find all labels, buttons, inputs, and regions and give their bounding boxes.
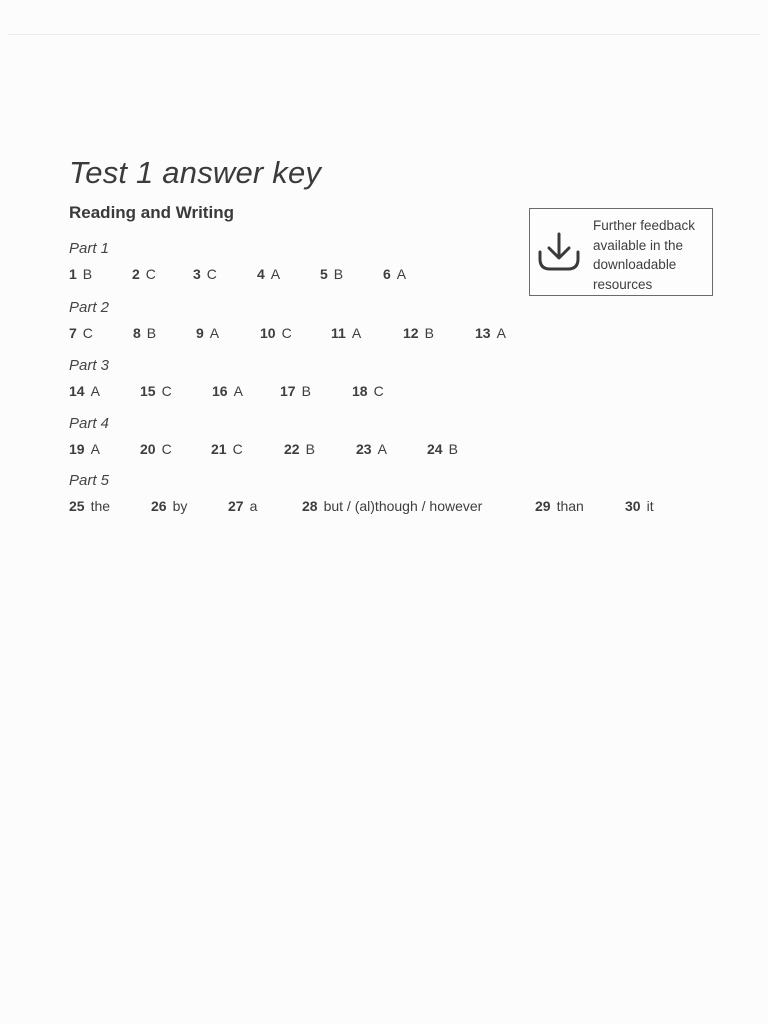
answer-row-part-5	[69, 498, 689, 516]
download-icon	[536, 229, 582, 275]
answer-value: by	[172, 498, 188, 514]
answer-value: C	[161, 383, 172, 399]
answer-number: 15	[140, 383, 156, 399]
answer-item	[280, 383, 311, 399]
part-label-2: Part 2	[69, 299, 110, 316]
answer-value: C	[281, 325, 292, 341]
answer-item	[383, 266, 406, 282]
answer-number: 9	[196, 325, 204, 341]
answer-item	[260, 325, 292, 341]
answer-item	[403, 325, 434, 341]
answer-number: 7	[69, 325, 77, 341]
answer-item	[69, 325, 93, 341]
answer-item	[320, 266, 343, 282]
answer-item	[140, 383, 172, 399]
section-heading: Reading and Writing	[69, 203, 234, 222]
answer-item	[331, 325, 361, 341]
answer-number: 3	[193, 266, 201, 282]
answer-value: but / (al)though / however	[323, 498, 483, 514]
answer-value: A	[90, 383, 100, 399]
answer-value: B	[448, 441, 458, 457]
answer-number: 28	[302, 498, 318, 514]
answer-number: 5	[320, 266, 328, 282]
answer-value: C	[373, 383, 384, 399]
answer-item	[535, 498, 584, 514]
part-label-5: Part 5	[69, 472, 110, 489]
answer-value: A	[233, 383, 243, 399]
answer-item	[140, 441, 172, 457]
answer-value: A	[351, 325, 362, 341]
answer-value: B	[82, 266, 93, 282]
answer-item	[212, 383, 243, 399]
answer-item	[69, 383, 100, 399]
answer-value: B	[333, 266, 344, 282]
answer-value: C	[82, 325, 93, 341]
answer-item	[193, 266, 217, 282]
answer-number: 23	[356, 441, 372, 457]
answer-number: 2	[132, 266, 140, 282]
answer-value: A	[377, 441, 387, 457]
answer-value: A	[209, 325, 220, 341]
answer-item	[228, 498, 257, 514]
answer-value: A	[270, 266, 281, 282]
answer-value: it	[646, 498, 654, 514]
answer-item	[69, 441, 100, 457]
answer-item	[356, 441, 387, 457]
answer-value: C	[161, 441, 172, 457]
feedback-box	[529, 208, 713, 296]
answer-row-part-4	[69, 441, 689, 459]
answer-number: 11	[331, 325, 346, 341]
answer-number: 16	[212, 383, 228, 399]
answer-number: 10	[260, 325, 276, 341]
answer-item	[475, 325, 506, 341]
answer-value: B	[305, 441, 315, 457]
answer-number: 27	[228, 498, 244, 514]
answer-item	[151, 498, 187, 514]
answer-number: 1	[69, 266, 77, 282]
answer-number: 8	[133, 325, 141, 341]
page-top-rule	[8, 34, 760, 35]
answer-number: 20	[140, 441, 156, 457]
answer-item	[69, 266, 92, 282]
part-label-3: Part 3	[69, 357, 110, 374]
answer-value: A	[496, 325, 506, 341]
answer-number: 18	[352, 383, 368, 399]
answer-item	[257, 266, 280, 282]
answer-value: A	[90, 441, 100, 457]
answer-value: C	[232, 441, 243, 457]
answer-item	[211, 441, 243, 457]
answer-row-part-2	[69, 325, 689, 343]
answer-number: 24	[427, 441, 443, 457]
page-title: Test 1 answer key	[69, 154, 322, 190]
answer-value: C	[145, 266, 156, 282]
answer-value: B	[301, 383, 311, 399]
answer-item	[352, 383, 384, 399]
answer-value: A	[396, 266, 407, 282]
answer-number: 17	[280, 383, 296, 399]
answer-item	[69, 498, 110, 514]
answer-number: 13	[475, 325, 491, 341]
answer-value: than	[556, 498, 584, 514]
answer-item	[427, 441, 458, 457]
answer-number: 25	[69, 498, 85, 514]
answer-item	[284, 441, 315, 457]
answer-number: 29	[535, 498, 551, 514]
answer-number: 12	[403, 325, 419, 341]
answer-value: the	[90, 498, 111, 514]
answer-number: 19	[69, 441, 85, 457]
answer-value: a	[249, 498, 258, 514]
answer-number: 14	[69, 383, 85, 399]
part-label-4: Part 4	[69, 415, 110, 432]
answer-item	[625, 498, 654, 514]
part-label-1: Part 1	[69, 240, 110, 257]
answer-number: 4	[257, 266, 265, 282]
answer-number: 30	[625, 498, 641, 514]
answer-number: 21	[211, 441, 227, 457]
answer-number: 22	[284, 441, 300, 457]
answer-value: C	[206, 266, 217, 282]
answer-row-part-3	[69, 383, 689, 401]
answer-item	[196, 325, 219, 341]
answer-value: B	[424, 325, 434, 341]
answer-value: B	[146, 325, 157, 341]
answer-item	[133, 325, 156, 341]
feedback-text: Further feedback available in the downloadable resources	[593, 218, 696, 292]
answer-number: 6	[383, 266, 391, 282]
answer-item	[302, 498, 482, 514]
answer-item	[132, 266, 156, 282]
answer-number: 26	[151, 498, 167, 514]
